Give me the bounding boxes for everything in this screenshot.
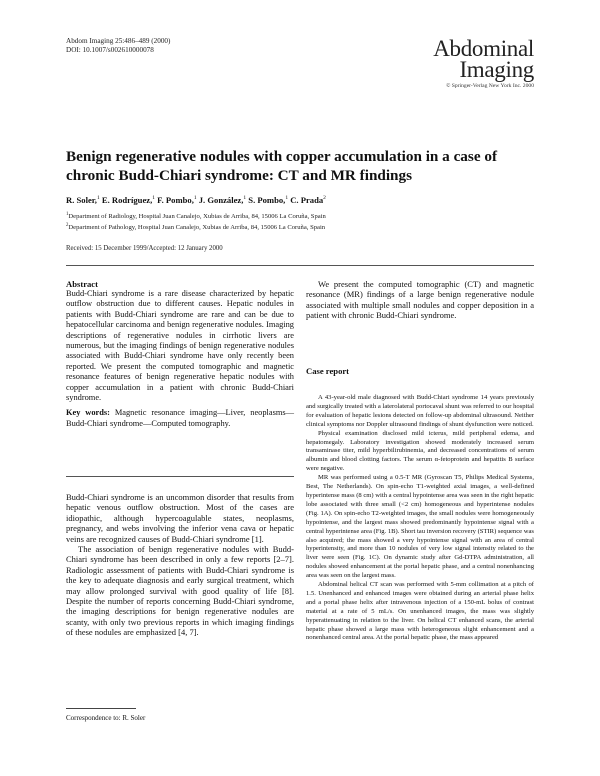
case-report-heading: Case report bbox=[306, 366, 350, 376]
author: S. Pombo,$^1$ bbox=[248, 195, 289, 205]
keywords-text: Magnetic resonance imaging—Liver, neoplasms—Budd-Chiari syndrome—Computed tomography. bbox=[66, 408, 294, 428]
journal-logo-line2: Imaging bbox=[459, 57, 534, 82]
abstract-text: Budd-Chiari syndrome is a rare disease characterized by hepatic outflow obstruction due to different causes. Hepatic nodules in patients with Budd-Chiari syndrome are rare and can be due to hepatocellular carcinoma and benign regenerative nodules. Imaging descriptions of regenerative nodules in cirrhotic livers are numerous, but the imaging findings of benign regenerative nodules associated with Budd-Chiari syndrome have only recently been reported. We present the computed tomographic and magnetic resonance features of benign regenerative hepatic nodules with copper accumulation in a patient with chronic Budd-Chiari syndrome. bbox=[66, 289, 294, 403]
author: C. Prada$^2$ bbox=[290, 195, 326, 205]
received-dates: Received: 15 December 1999/Accepted: 12 January 2000 bbox=[66, 245, 223, 252]
case-paragraph: Physical examination disclosed mild icterus, mild peripheral edema, and hepatomegaly. Laboratory investigation showed moderately increased serum transaminase titer, mild hyperbilirubinemia, and decreased concentrations of serum albumin and blood clotting factors. The serum α-fetoprotein and hepatitis B surface were negative. bbox=[306, 429, 534, 473]
case-report-text bbox=[306, 394, 534, 643]
author-list bbox=[66, 195, 326, 205]
author: J. González,$^1$ bbox=[198, 195, 247, 205]
affiliation-1: $^1$Department of Radiology, Hospital Juan Canalejo, Xubias de Arriba, 84, 15006 La Coruña, Spain bbox=[66, 212, 326, 221]
intro-paragraph: We present the computed tomographic (CT) and magnetic resonance (MR) findings of a large benign regenerative nodule associated with multiple small nodules and copper deposition in a patient with chronic Budd-Chiari syndrome. bbox=[306, 279, 534, 321]
footnote-rule bbox=[66, 708, 136, 709]
body-paragraph: The association of benign regenerative nodules with Budd-Chiari syndrome has been described in only a few reports [2–7]. Radiologic assessment of patients with Budd-Chiari syndrome is the key to adequate diagnosis and early surgical treatment, which may allow prolonged survival with good quality of life [8]. Despite the number of reports concerning Budd-Chiari syndrome, the imaging descriptions for benign regenerative nodules are scanty, with only two previous reports in which imaging findings of these nodules are emphasized [4, 7]. bbox=[66, 544, 294, 638]
keywords-label: Key words: bbox=[66, 408, 110, 418]
case-paragraph: A 43-year-old male diagnosed with Budd-Chiari syndrome 14 years previously and surgically treated with a laterolateral portocaval shunt was referred to our hospital for evaluation of hepatic lesions detected on follow-up abdominal ultrasound. Neither clinical symptoms nor Doppler ultrasound findings of shunt dysfunction were noticed. bbox=[306, 394, 534, 428]
journal-citation: Abdom Imaging 25:486–489 (2000) bbox=[66, 37, 171, 45]
keywords bbox=[66, 408, 294, 429]
doi: DOI: 10.1007/s002610000078 bbox=[66, 46, 154, 54]
body-paragraph: Budd-Chiari syndrome is an uncommon disorder that results from hepatic venous outflow obstruction. Most of the cases are idiopathic, although hypercoagulable states, neoplasms, pregnancy, and webs involving the inferior vena cava or hepatic veins are recognized causes of Budd-Chiari syndrome [1]. bbox=[66, 492, 294, 544]
affiliation-2: $^2$Department of Pathology, Hospital Juan Canalejo, Xubias de Arriba, 84, 15006 La Coruña, Spain bbox=[66, 223, 326, 232]
journal-logo bbox=[433, 38, 534, 80]
author: R. Soler,$^1$ bbox=[66, 195, 100, 205]
copyright-notice: © Springer-Verlag New York Inc. 2000 bbox=[446, 83, 534, 89]
article-title: Benign regenerative nodules with copper accumulation in a case of chronic Budd-Chiari syndrome: CT and MR findings bbox=[66, 148, 498, 184]
abstract-end-rule bbox=[66, 476, 294, 477]
author: E. Rodríguez,$^1$ bbox=[101, 195, 155, 205]
case-paragraph: MR was performed using a 0.5-T MR (Gyroscan T5, Philips Medical Systems, Best, The Netherlands). On spin-echo T1-weighted axial images, a well-defined hyperintense mass (8 cm) with a central hypointense area was seen in the right hepatic lobe associated with three small (<2 cm) homogeneous and hyperintense nodules (Fig. 1A). On spin-echo T2-weighted images, the small nodules were homogeneously hypointense, and the largest mass showed predominantly hypointense signal with a central hyperintense area (Fig. 1B). Short tau inversion recovery (STIR) sequence was also acquired; the mass showed a very hypointense signal with an area of central hyperintensity, and more than 10 nodules of very low signal intensity related to the liver were seen (Fig. 1C). On dynamic study after Gd-DTPA administration, all nodules showed enhancement at the portal hepatic phase, and a central nonenhancing area was seen on the largest mass. bbox=[306, 474, 534, 580]
journal-logo-line1: Abdominal bbox=[433, 36, 534, 61]
introduction bbox=[66, 492, 294, 638]
citation-block bbox=[66, 37, 170, 55]
author: F. Pombo,$^1$ bbox=[157, 195, 197, 205]
abstract-heading: Abstract bbox=[66, 279, 98, 289]
case-paragraph: Abdominal helical CT scan was performed with 5-mm collimation at a pitch of 1.5. Unenhanced and enhanced images were obtained during an arterial phase helix and a portal phase helix after intravenous injection of a 150-mL bolus of contrast material at a rate of 5 mL/s. On unenhanced images, the mass was slightly hyperattenuating in relation to the liver. On helical CT enhanced scans, the arterial hepatic phase showed a large mass with heterogeneous slight enhancement and a nonenhanced central area. At the portal hepatic phase, the mass appeared bbox=[306, 581, 534, 642]
abstract-section bbox=[66, 279, 294, 429]
correspondence-note: Correspondence to: R. Soler bbox=[66, 714, 146, 722]
divider bbox=[66, 265, 534, 266]
